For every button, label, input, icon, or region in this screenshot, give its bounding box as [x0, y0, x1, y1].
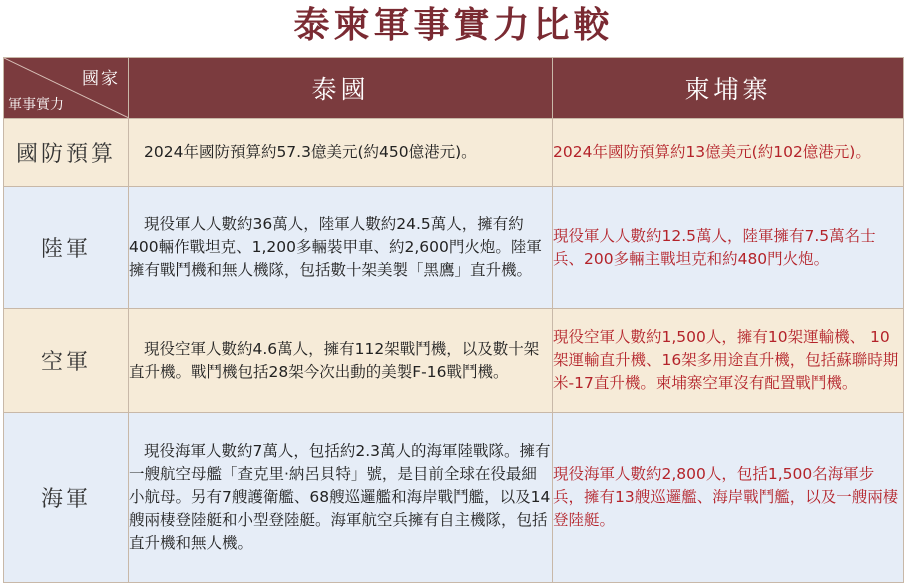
cambodia-text: 2024年國防預算約13億美元(約102億港元)。 [553, 143, 871, 161]
thailand-cell [129, 309, 553, 413]
cambodia-cell [553, 413, 904, 583]
row-label: 陸軍 [4, 187, 129, 309]
page-title: 泰柬軍事實力比較 [293, 5, 614, 46]
row-label: 海軍 [4, 413, 129, 583]
corner-country-label: 國家 [82, 69, 120, 89]
thailand-cell [129, 187, 553, 309]
thailand-text: 現役空軍人數約4.6萬人，擁有112架戰鬥機，以及數十架直升機。戰鬥機包括28架今次出動的美製F-16戰鬥機。 [129, 339, 540, 381]
cambodia-text: 現役軍人人數約12.5萬人，陸軍擁有7.5萬名士兵、200多輛主戰坦克和約480門火炮。 [553, 226, 876, 268]
corner-military-label: 軍事實力 [8, 97, 64, 113]
comparison-table [3, 57, 904, 583]
corner-header [4, 58, 129, 119]
row-navy [4, 413, 904, 583]
cambodia-cell [553, 187, 904, 309]
row-airforce [4, 309, 904, 413]
cambodia-text: 現役海軍人數約2,800人，包括1,500名海軍步兵，擁有13艘巡邏艦、海岸戰鬥艦，以及一艘兩棲登陸艇。 [553, 465, 899, 529]
thailand-cell [129, 119, 553, 187]
thailand-text: 現役軍人人數約36萬人，陸軍人數約24.5萬人，擁有約400輛作戰坦克、1,200多輛裝甲車、約2,600門火炮。陸軍擁有戰鬥機和無人機隊，包括數十架美製「黑鷹」直升機。 [129, 215, 542, 279]
thailand-text: 現役海軍人數約7萬人，包括約2.3萬人的海軍陸戰隊。擁有一艘航空母艦「查克里·納呂貝特」號，是目前全球在役最細小航母。另有7艘護衛艦、68艘巡邏艦和海岸戰鬥艦，以及14艘兩棲登陸艇和小型登陸艇。海軍航空兵擁有自主機隊，包括直升機和無人機。 [129, 442, 551, 552]
cambodia-cell [553, 119, 904, 187]
header-cambodia: 柬埔寨 [553, 58, 904, 119]
row-budget [4, 119, 904, 187]
row-label: 國防預算 [4, 119, 129, 187]
header-row [4, 58, 904, 119]
cambodia-text: 現役空軍人數約1,500人，擁有10架運輸機、 10架運輸直升機、16架多用途直升機，包括蘇聯時期米-17直升機。柬埔寨空軍沒有配置戰鬥機。 [553, 328, 899, 392]
header-thailand: 泰國 [129, 58, 553, 119]
thailand-text: 2024年國防預算約57.3億美元(約450億港元)。 [144, 143, 477, 161]
row-army [4, 187, 904, 309]
row-label: 空軍 [4, 309, 129, 413]
cambodia-cell [553, 309, 904, 413]
thailand-cell [129, 413, 553, 583]
